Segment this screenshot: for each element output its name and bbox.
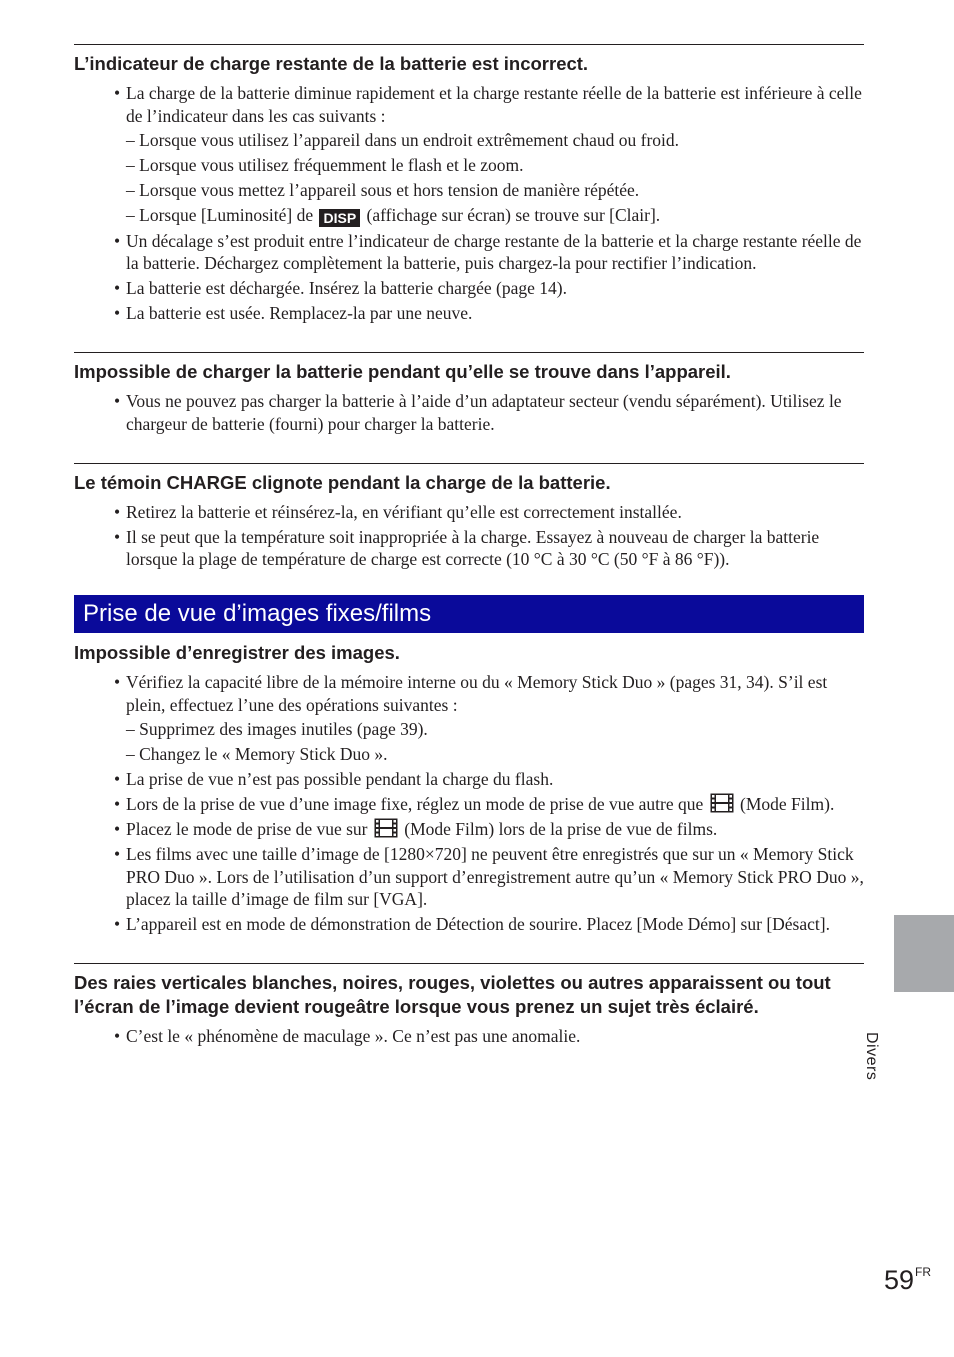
- section-charge-in-camera: [74, 352, 864, 463]
- bullet-text: La charge de la batterie diminue rapidement et la charge restante réelle de la batterie est inférieure à celle de l’indicateur dans les cas suivants :: [126, 83, 862, 126]
- section-recording: [74, 641, 864, 963]
- section-title: Impossible d’enregistrer des images.: [74, 642, 400, 663]
- section-title: L’indicateur de charge restante de la batterie est incorrect.: [74, 53, 589, 74]
- section-title: Le témoin CHARGE clignote pendant la charge de la batterie.: [74, 471, 611, 493]
- section-charge-lamp: [74, 463, 864, 596]
- list-item: • Il se peut que la température soit inappropriée à la charge. Essayez à nouveau de charger la batterie lorsque la plage de température de charge est correcte (10 °C à 30 °C (50 °F à 86 °F)).: [74, 526, 864, 571]
- sub-item: – Lorsque vous utilisez fréquemment le flash et le zoom.: [126, 155, 524, 175]
- bullet-list: [74, 390, 864, 435]
- list-item: • C’est le « phénomène de maculage ». Ce n’est pas une anomalie.: [74, 1025, 864, 1048]
- page-number: [884, 1265, 931, 1296]
- section-title: Impossible de charger la batterie pendant qu’elle se trouve dans l’appareil.: [74, 361, 731, 382]
- bullet-list: [74, 1025, 864, 1048]
- list-item: • La batterie est usée. Remplacez-la par une neuve.: [74, 302, 864, 325]
- disp-icon: DISP: [319, 209, 360, 227]
- bullet-text: (Mode Film).: [740, 794, 835, 814]
- page-number-value: 59: [884, 1265, 915, 1295]
- list-item: • L’appareil est en mode de démonstration de Détection de sourire. Placez [Mode Démo] sur [Désact].: [74, 913, 864, 936]
- page-lang: FR: [915, 1265, 932, 1279]
- list-item: • Les films avec une taille d’image de [1280×720] ne peuvent être enregistrés que sur un « Memory Stick PRO Duo ». Lors de l’utilisation d’un support d’enregistrement autre qu’un « Memory Stick PRO Duo », placez la taille d’image de film sur [VGA].: [74, 843, 864, 911]
- bullet-text: Placez le mode de prise de vue sur: [126, 819, 368, 839]
- list-item: [74, 82, 864, 227]
- film-mode-icon: [710, 793, 734, 813]
- side-label: Divers: [863, 1032, 880, 1081]
- sub-list: [126, 718, 864, 766]
- list-item: [74, 671, 864, 766]
- page-content: [74, 44, 864, 1050]
- bullet-text: Lors de la prise de vue d’une image fixe, réglez un mode de prise de vue autre que: [126, 794, 704, 814]
- sub-text: (affichage sur écran) se trouve sur [Clair].: [366, 205, 661, 225]
- film-mode-icon: [374, 818, 398, 838]
- sub-item: – Supprimez des images inutiles (page 39).: [126, 719, 428, 739]
- bullet-list: [74, 501, 864, 571]
- bullet-text: Vérifiez la capacité libre de la mémoire interne ou du « Memory Stick Duo » (pages 31, 34). S’il est plein, effectuez l’une des opérations suivantes :: [126, 672, 828, 715]
- bullet-list: [74, 82, 864, 325]
- side-tab: [894, 915, 954, 992]
- section-smear: [74, 963, 864, 1048]
- list-item: [74, 818, 864, 841]
- list-item: • Vous ne pouvez pas charger la batterie à l’aide d’un adaptateur secteur (vendu séparément). Utilisez le chargeur de batterie (fourni) pour charger la batterie.: [74, 390, 864, 435]
- section-battery-indicator: [74, 44, 864, 352]
- list-item: • Retirez la batterie et réinsérez-la, en vérifiant qu’elle est correctement installée.: [74, 501, 864, 524]
- bullet-text: (Mode Film) lors de la prise de vue de films.: [404, 819, 718, 839]
- sub-item: – Lorsque vous utilisez l’appareil dans un endroit extrêmement chaud ou froid.: [126, 130, 680, 150]
- list-item: • Un décalage s’est produit entre l’indicateur de charge restante de la batterie et la charge restante réelle de la batterie. Déchargez complètement la batterie, puis chargez-la pour rectifier l’indication.: [74, 230, 864, 275]
- sub-item: – Lorsque vous mettez l’appareil sous et hors tension de manière répétée.: [126, 180, 640, 200]
- sub-text: – Lorsque [Luminosité] de: [126, 205, 314, 225]
- sub-item: – Changez le « Memory Stick Duo ».: [126, 744, 388, 764]
- sub-item: [74, 204, 864, 227]
- list-item: • La prise de vue n’est pas possible pendant la charge du flash.: [74, 768, 864, 791]
- list-item: • La batterie est déchargée. Insérez la batterie chargée (page 14).: [74, 277, 864, 300]
- section-title: Des raies verticales blanches, noires, rouges, violettes ou autres apparaissent ou tout l’écran de l’image devient rougeâtre lorsque vous prenez un sujet très éclairé.: [74, 972, 831, 1017]
- list-item: [74, 793, 864, 816]
- section-banner: Prise de vue d’images fixes/films: [74, 595, 864, 633]
- sub-list: [126, 129, 864, 227]
- bullet-list: [74, 671, 864, 936]
